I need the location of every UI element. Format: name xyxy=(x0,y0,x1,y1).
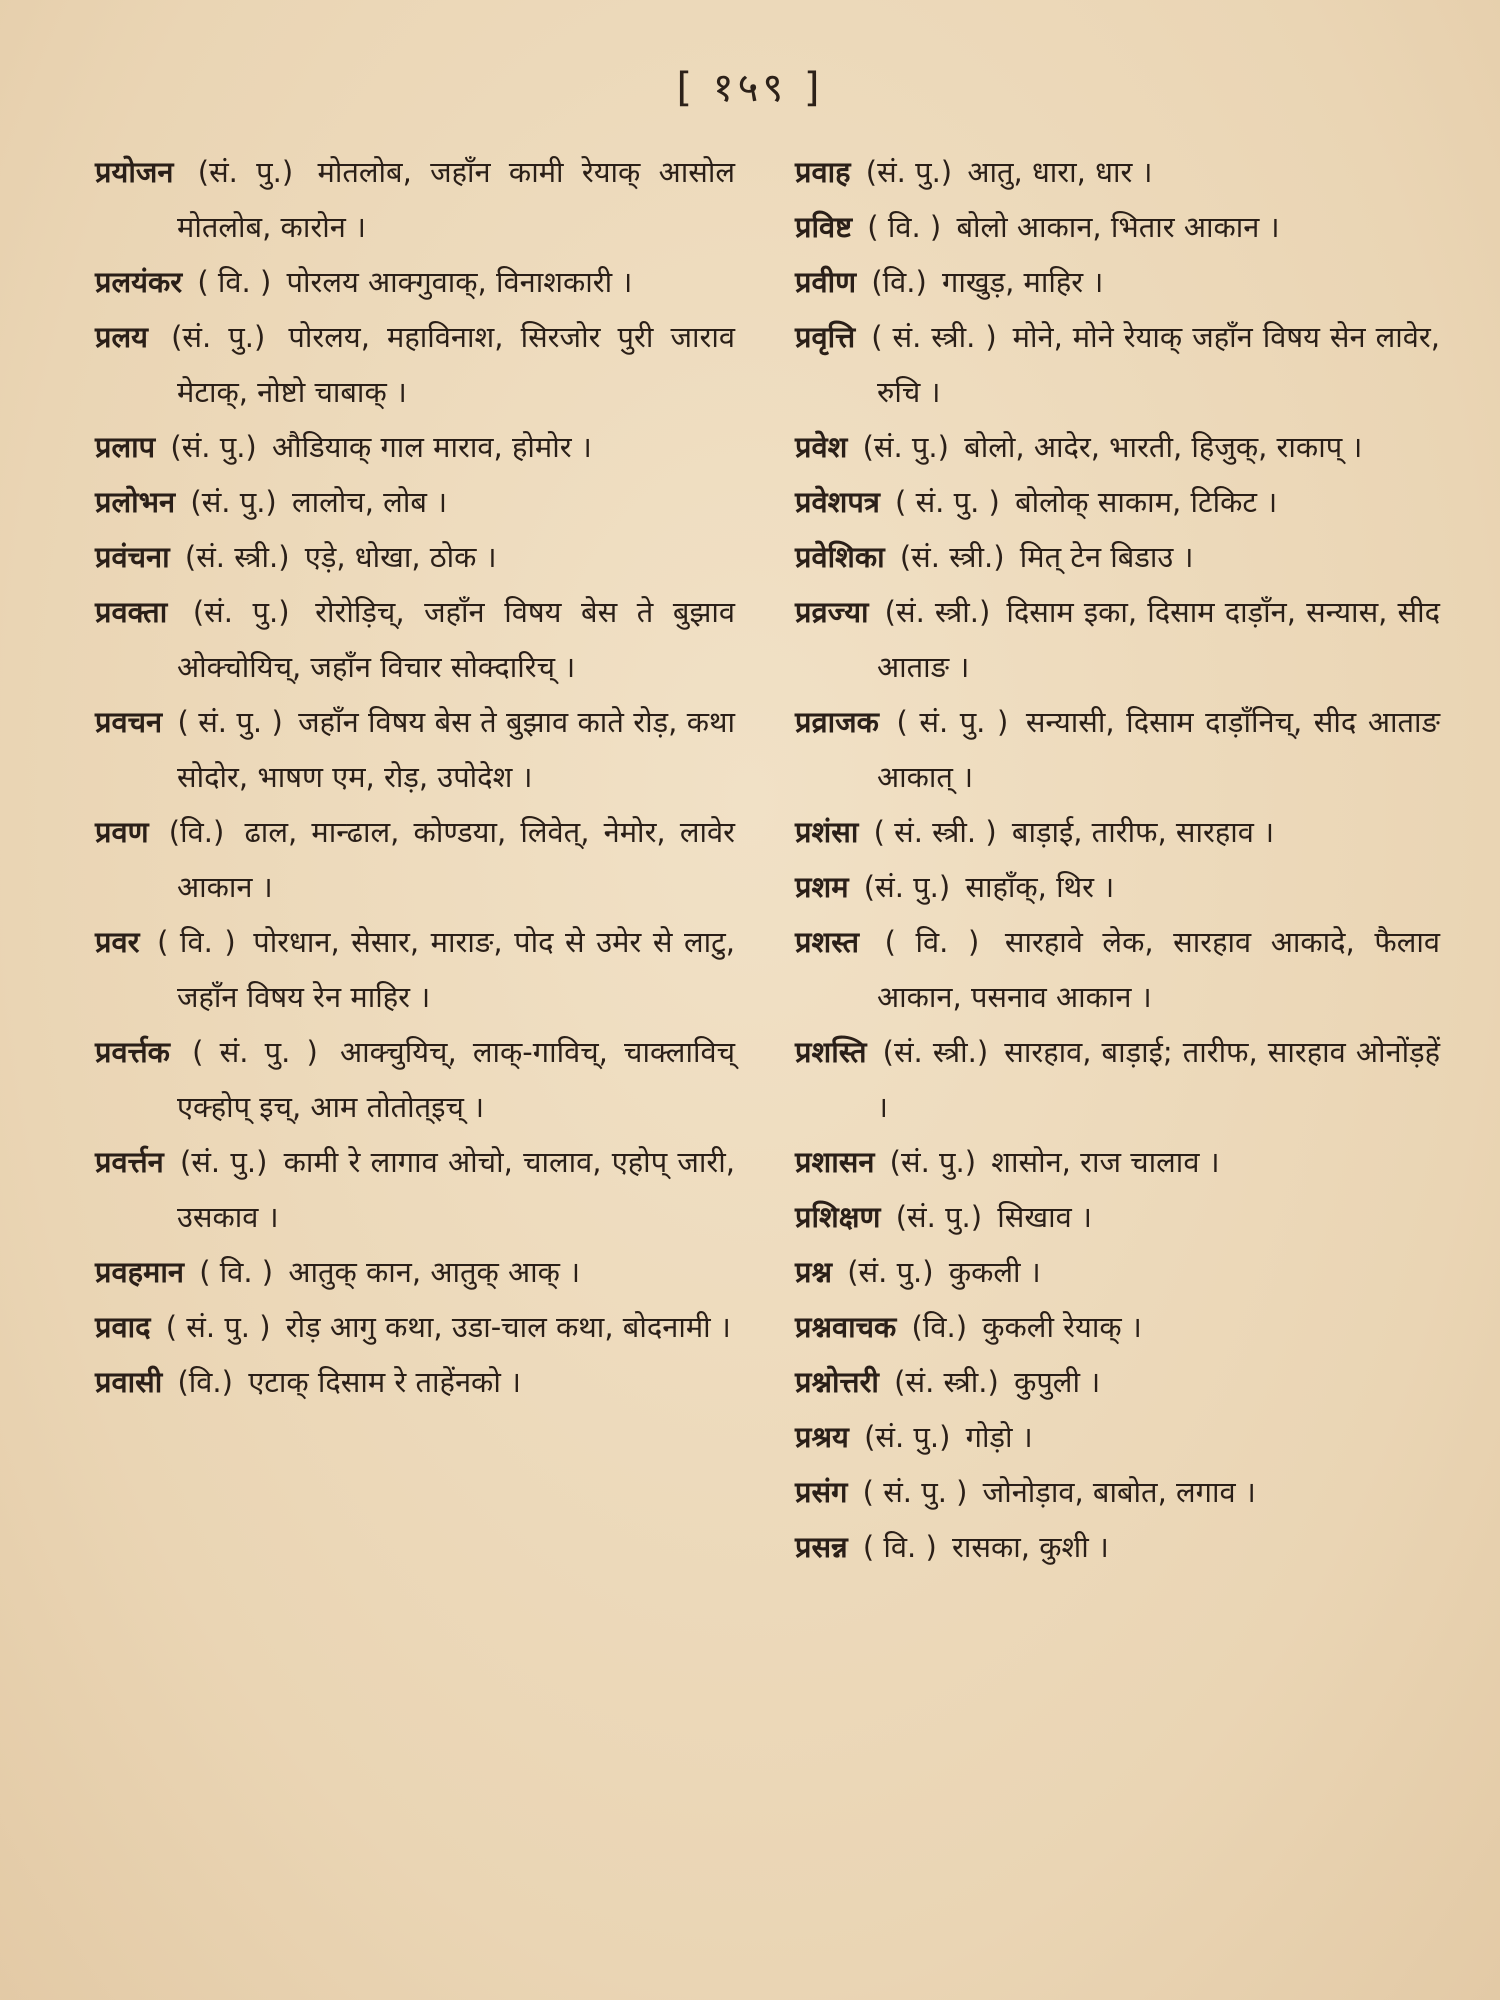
entry-definition: रासका, कुशी । xyxy=(952,1530,1109,1564)
dictionary-entry xyxy=(95,255,735,310)
entry-grammar-label: ( सं. पु. ) xyxy=(165,1310,271,1344)
entry-headword: प्रवर्त्तक xyxy=(95,1035,170,1069)
entry-headword: प्रवंचना xyxy=(95,540,170,574)
dictionary-entry xyxy=(95,695,735,805)
entry-grammar-label: (सं. पु.) xyxy=(862,430,949,464)
dictionary-entry xyxy=(795,1135,1440,1190)
dictionary-entry xyxy=(795,1300,1440,1355)
dictionary-entry xyxy=(95,1355,735,1410)
dictionary-entry xyxy=(795,1465,1440,1520)
entry-headword: प्रशिक्षण xyxy=(795,1200,881,1234)
entry-headword: प्रसंग xyxy=(795,1475,848,1509)
entry-definition: मोने, मोने रेयाक् जहाँन विषय सेन लावेर, रुचि । xyxy=(877,320,1440,409)
dictionary-entry xyxy=(795,585,1440,695)
entry-headword: प्रलय xyxy=(95,320,148,354)
dictionary-entry xyxy=(95,1135,735,1245)
entry-grammar-label: ( वि. ) xyxy=(199,1255,274,1289)
dictionary-entry xyxy=(795,1410,1440,1465)
entry-grammar-label: (सं. पु.) xyxy=(171,320,266,354)
entry-definition: आक्चुयिच्, लाक्-गाविच्, चाक्लाविच् एक्होप् इच्, आम तोतोत्इच् । xyxy=(177,1035,736,1124)
entry-definition: रोड़ आगु कथा, उडा-चाल कथा, बोदनामी । xyxy=(285,1310,731,1344)
entry-grammar-label: ( सं. स्त्री. ) xyxy=(873,815,997,849)
dictionary-entry xyxy=(95,475,735,530)
entry-definition: गाखुड़, माहिर । xyxy=(942,265,1104,299)
dictionary-entry xyxy=(795,805,1440,860)
entry-headword: प्रयोजन xyxy=(95,155,174,189)
entry-definition: एटाक् दिसाम रे ताहेंनको । xyxy=(248,1365,522,1399)
entry-definition: सारहाव, बाड़ाई; तारीफ, सारहाव ओनोंड़हें । xyxy=(877,1035,1441,1124)
entry-headword: प्रवहमान xyxy=(95,1255,184,1289)
entry-grammar-label: ( वि. ) xyxy=(197,265,272,299)
entry-headword: प्रश्नोत्तरी xyxy=(795,1365,879,1399)
entry-headword: प्रलाप xyxy=(95,430,156,464)
entry-grammar-label: ( सं. पु. ) xyxy=(862,1475,968,1509)
dictionary-entry xyxy=(795,695,1440,805)
entry-grammar-label: (सं. स्त्री.) xyxy=(184,540,290,574)
entry-headword: प्रशंसा xyxy=(795,815,859,849)
entry-definition: बोलो, आदेर, भारती, हिजुक्, राकाप् । xyxy=(964,430,1363,464)
entry-grammar-label: (वि.) xyxy=(177,1365,233,1399)
dictionary-entry xyxy=(95,805,735,915)
entry-headword: प्रश्नवाचक xyxy=(795,1310,897,1344)
dictionary-entry xyxy=(95,1300,735,1355)
entry-definition: जोनोड़ाव, बाबोत, लगाव । xyxy=(982,1475,1256,1509)
entry-grammar-label: ( सं. पु. ) xyxy=(896,705,1009,739)
entry-definition: आतु, धारा, धार । xyxy=(967,155,1153,189)
entry-grammar-label: (सं. पु.) xyxy=(863,870,951,904)
entry-headword: प्रविष्ट xyxy=(795,210,853,244)
entry-grammar-label: ( वि. ) xyxy=(862,1530,937,1564)
entry-definition: कामी रे लागाव ओचो, चालाव, एहोप् जारी, उसकाव । xyxy=(177,1145,736,1234)
entry-headword: प्रश्रय xyxy=(795,1420,849,1454)
entry-definition: ढाल, मान्ढाल, कोण्डया, लिवेत्, नेमोर, लावेर आकान । xyxy=(177,815,736,904)
dictionary-entry xyxy=(795,420,1440,475)
entry-headword: प्रवाद xyxy=(95,1310,151,1344)
entry-grammar-label: (सं. पु.) xyxy=(170,430,257,464)
right-column xyxy=(795,145,1440,1575)
entry-headword: प्रशस्ति xyxy=(795,1035,867,1069)
entry-definition: गोड़ो । xyxy=(965,1420,1033,1454)
entry-headword: प्रवीण xyxy=(795,265,857,299)
dictionary-entry xyxy=(95,585,735,695)
dictionary-entry xyxy=(795,915,1440,1025)
entry-grammar-label: (सं. पु.) xyxy=(864,1420,951,1454)
dictionary-entry xyxy=(95,1025,735,1135)
entry-definition: दिसाम इका, दिसाम दाड़ाँन, सन्यास, सीद आताङ । xyxy=(877,595,1441,684)
dictionary-entry xyxy=(95,915,735,1025)
entry-grammar-label: ( वि. ) xyxy=(884,925,980,959)
entry-definition: आतुक् कान, आतुक् आक् । xyxy=(288,1255,581,1289)
dictionary-entry xyxy=(795,1025,1440,1135)
entry-headword: प्रवृत्ति xyxy=(795,320,856,354)
entry-headword: प्रलयंकर xyxy=(95,265,183,299)
entry-definition: मित् टेन बिडाउ । xyxy=(1019,540,1194,574)
entry-definition: जहाँन विषय बेस ते बुझाव काते रोड़, कथा सोदोर, भाषण एम, रोड़, उपोदेश । xyxy=(177,705,736,794)
entry-definition: शासोन, राज चालाव । xyxy=(991,1145,1220,1179)
entry-grammar-label: (सं. पु.) xyxy=(847,1255,934,1289)
entry-headword: प्रवेशपत्र xyxy=(795,485,880,519)
entry-definition: कुकली । xyxy=(948,1255,1041,1289)
entry-headword: प्रवर xyxy=(95,925,140,959)
dictionary-entry xyxy=(95,145,735,255)
dictionary-entry xyxy=(795,1355,1440,1410)
entry-headword: प्रसन्न xyxy=(795,1530,848,1564)
entry-grammar-label: ( सं. पु. ) xyxy=(177,705,283,739)
entry-definition: सिखाव । xyxy=(997,1200,1092,1234)
entry-grammar-label: (वि.) xyxy=(911,1310,968,1344)
entry-headword: प्रवाह xyxy=(795,155,851,189)
dictionary-entry xyxy=(795,475,1440,530)
entry-definition: कुपुली । xyxy=(1014,1365,1101,1399)
entry-headword: प्रशम xyxy=(795,870,849,904)
entry-grammar-label: ( सं. पु. ) xyxy=(895,485,1000,519)
entry-definition: सारहावे लेक, सारहाव आकादे, फैलाव आकान, पसनाव आकान । xyxy=(877,925,1441,1014)
entry-headword: प्रवर्त्तन xyxy=(95,1145,164,1179)
entry-grammar-label: (सं. पु.) xyxy=(180,1145,268,1179)
entry-definition: पोरलय, महाविनाश, सिरजोर पुरी जाराव मेटाक्, नोष्टो चाबाक् । xyxy=(177,320,735,409)
dictionary-entry xyxy=(795,255,1440,310)
entry-grammar-label: ( वि. ) xyxy=(867,210,942,244)
dictionary-entry xyxy=(95,1245,735,1300)
entry-definition: लालोच, लोब । xyxy=(291,485,448,519)
entry-headword: प्रवेशिका xyxy=(795,540,885,574)
entry-headword: प्रवक्ता xyxy=(95,595,168,629)
dictionary-entry xyxy=(95,530,735,585)
entry-definition: पोरधान, सेसार, माराङ, पोद से उमेर से लाटु, जहाँन विषय रेन माहिर । xyxy=(177,925,736,1014)
entry-definition: रोरोड़िच्, जहाँन विषय बेस ते बुझाव ओक्चोयिच्, जहाँन विचार सोक्दारिच् । xyxy=(177,595,736,684)
dictionary-entry xyxy=(795,1245,1440,1300)
entry-headword: प्रवेश xyxy=(795,430,848,464)
entry-grammar-label: (सं. पु.) xyxy=(895,1200,983,1234)
entry-headword: प्रवासी xyxy=(95,1365,163,1399)
page-number: [ १५९ ] xyxy=(676,65,824,111)
entry-definition: मोतलोब, जहाँन कामी रेयाक् आसोल मोतलोब, कारोन । xyxy=(177,155,736,244)
entry-grammar-label: (सं. पु.) xyxy=(192,595,290,629)
entry-headword: प्रलोभन xyxy=(95,485,176,519)
left-column xyxy=(95,145,735,1410)
entry-definition: बाड़ाई, तारीफ, सारहाव । xyxy=(1011,815,1275,849)
dictionary-entry xyxy=(795,310,1440,420)
entry-headword: प्रशस्त xyxy=(795,925,860,959)
dictionary-entry xyxy=(795,200,1440,255)
entry-grammar-label: (सं. स्त्री.) xyxy=(882,1035,989,1069)
dictionary-entry xyxy=(795,530,1440,585)
entry-headword: प्रवण xyxy=(95,815,149,849)
entry-grammar-label: ( सं. पु. ) xyxy=(192,1035,318,1069)
dictionary-entry xyxy=(795,1190,1440,1245)
entry-definition: औडियाक् गाल माराव, होमोर । xyxy=(271,430,592,464)
entry-grammar-label: (सं. पु.) xyxy=(865,155,953,189)
entry-grammar-label: (सं. स्त्री.) xyxy=(894,1365,999,1399)
dictionary-entry xyxy=(795,1520,1440,1575)
entry-grammar-label: (वि.) xyxy=(871,265,927,299)
entry-definition: बोलोक् साकाम, टिकिट । xyxy=(1015,485,1278,519)
entry-grammar-label: (सं. स्त्री.) xyxy=(899,540,1005,574)
entry-headword: प्रव्रज्या xyxy=(795,595,869,629)
entry-definition: सन्यासी, दिसाम दाड़ाँनिच्, सीद आताङ आकात् । xyxy=(877,705,1441,794)
dictionary-entry xyxy=(795,860,1440,915)
entry-grammar-label: ( वि. ) xyxy=(157,925,236,959)
entry-definition: एड़े, धोखा, ठोक । xyxy=(304,540,497,574)
dictionary-entry xyxy=(795,145,1440,200)
entry-definition: बोलो आकान, भितार आकान । xyxy=(956,210,1280,244)
dictionary-entry xyxy=(95,310,735,420)
entry-grammar-label: (वि.) xyxy=(168,815,225,849)
entry-definition: कुकली रेयाक् । xyxy=(982,1310,1142,1344)
dictionary-entry xyxy=(95,420,735,475)
entry-headword: प्रवचन xyxy=(95,705,163,739)
entry-definition: साहाँक्, थिर । xyxy=(965,870,1115,904)
entry-headword: प्रशासन xyxy=(795,1145,875,1179)
entry-grammar-label: (सं. पु.) xyxy=(197,155,294,189)
entry-definition: पोरलय आक्गुवाक्, विनाशकारी । xyxy=(286,265,633,299)
entry-grammar-label: (सं. पु.) xyxy=(190,485,277,519)
entry-grammar-label: (सं. स्त्री.) xyxy=(884,595,991,629)
entry-grammar-label: ( सं. स्त्री. ) xyxy=(871,320,997,354)
entry-headword: प्रश्न xyxy=(795,1255,833,1289)
entry-grammar-label: (सं. पु.) xyxy=(889,1145,977,1179)
entry-headword: प्रव्राजक xyxy=(795,705,879,739)
